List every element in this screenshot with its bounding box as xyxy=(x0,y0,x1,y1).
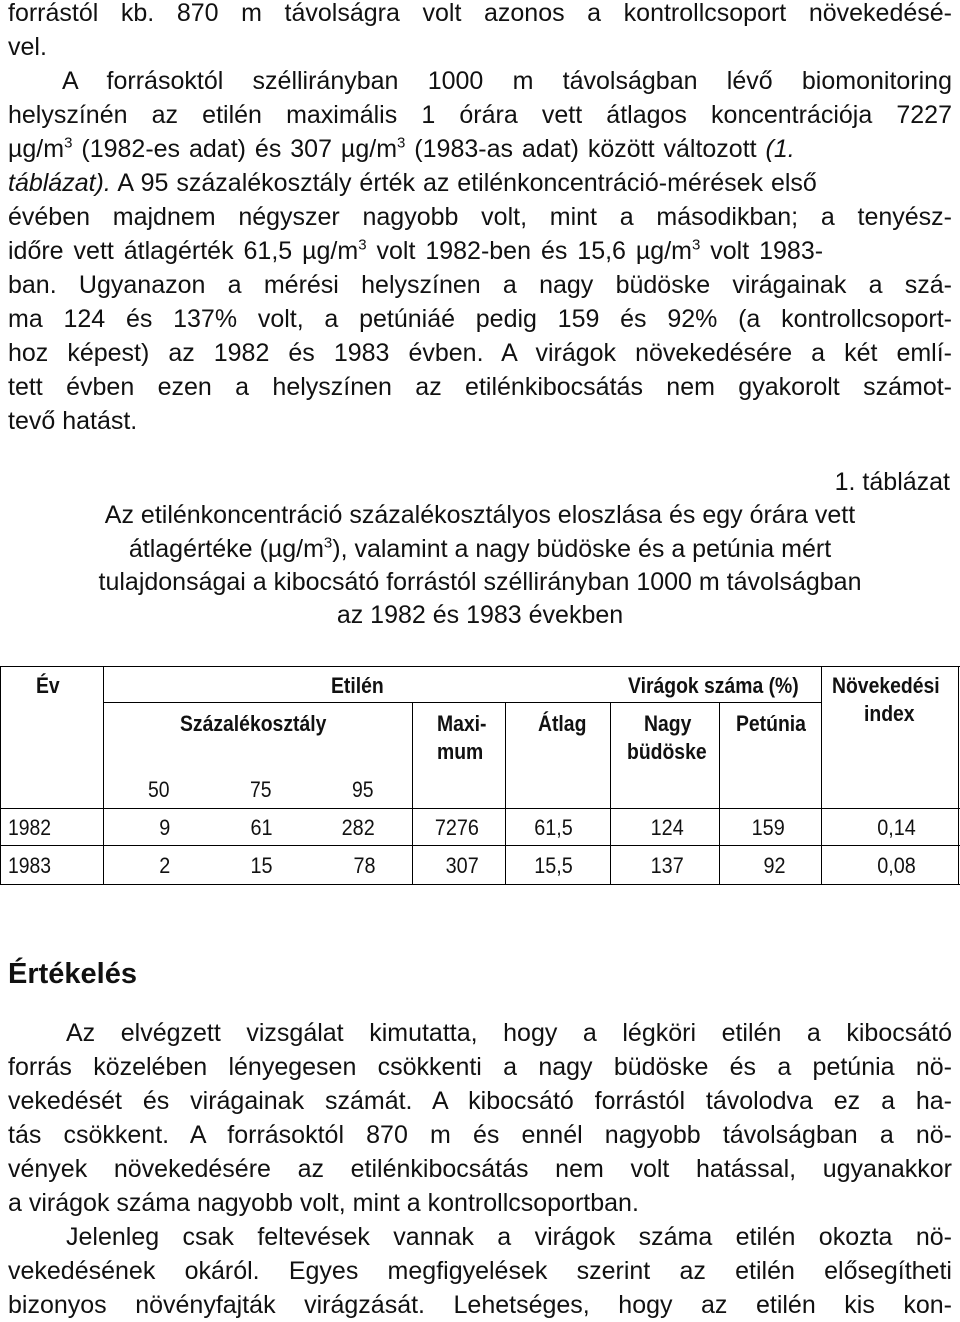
table-caption-line: Az etilénkoncentráció százalékosztályos eloszlása és egy órára vett xyxy=(104,501,856,529)
text-line: vekedését és virágainak számát. A kibocsátó forrástól távolodva ez a ha- xyxy=(8,1087,952,1115)
column-header-ethylene: Etilén xyxy=(331,673,384,698)
column-header-percentile: Százalékosztály xyxy=(180,711,327,736)
column-header-year: Év xyxy=(36,673,60,698)
column-header-average: Átlag xyxy=(538,711,587,736)
text-line: a virágok száma nagyobb volt, mint a kontrollcsoportban. xyxy=(8,1189,639,1217)
table-rule xyxy=(0,845,960,846)
text-line: tett évben ezen a helyszínen az etilénkibocsátás nem gyakorolt számot- xyxy=(8,373,952,401)
text-span: µg/m xyxy=(8,135,65,163)
table-number: 1. táblázat xyxy=(834,468,950,496)
text-line: Az elvégzett vizsgálat kimutatta, hogy a légköri etilén a kibocsátó xyxy=(66,1019,952,1047)
text-span: volt 1982-ben és 15,6 µg/m xyxy=(366,237,692,265)
table-caption-line: tulajdonságai a kibocsátó forrástól széllirányban 1000 m távolságban xyxy=(98,568,862,596)
text-line xyxy=(8,234,952,268)
column-header-p95: 95 xyxy=(352,777,374,802)
text-line: tevő hatást. xyxy=(8,407,138,435)
text-span: (1983-as adat) között változott xyxy=(405,135,766,163)
superscript: 3 xyxy=(323,534,333,552)
table-rule xyxy=(0,884,960,885)
text-line: forrástól kb. 870 m távolságra volt azonos a kontrollcsoport növekedésé- xyxy=(8,0,952,27)
column-header-maximum: mum xyxy=(437,739,484,764)
table-cell: 2 xyxy=(158,853,170,878)
table-cell: 7276 xyxy=(434,815,479,840)
column-header-p50: 50 xyxy=(148,777,170,802)
text-line: évében majdnem négyszer nagyobb volt, mint a másodikban; a tenyész- xyxy=(8,203,952,231)
table-cell: 61 xyxy=(249,815,272,840)
text-line: vekedésének okáról. Egyes megfigyelések szerint az etilén elősegítheti xyxy=(8,1257,952,1285)
table-cell: 0,08 xyxy=(877,853,916,878)
table-rule xyxy=(103,702,821,703)
section-heading: Értékelés xyxy=(8,958,137,990)
table-cell: 0,14 xyxy=(877,815,916,840)
table-cell: 15 xyxy=(249,853,272,878)
column-header-growth-index: index xyxy=(864,701,915,726)
column-header-petunia: Petúnia xyxy=(736,711,806,736)
text-span: volt 1983- xyxy=(700,237,824,265)
superscript: 3 xyxy=(397,134,406,152)
table-cell: 9 xyxy=(158,815,170,840)
table-rule xyxy=(412,702,413,884)
text-span: (1982-es adat) és 307 µg/m xyxy=(72,135,398,163)
text-line: Jelenleg csak feltevések vannak a virágok száma etilén okozta nö- xyxy=(66,1223,952,1251)
column-header-growth-index: Növekedési xyxy=(832,673,940,698)
table-rule xyxy=(610,702,611,884)
column-header-tagetes: Nagy xyxy=(644,711,692,736)
column-header-p75: 75 xyxy=(250,777,272,802)
text-line xyxy=(8,166,952,200)
text-span: A 95 százalékosztály érték az etilénkoncentráció-mérések első xyxy=(110,169,817,197)
table-caption-line: az 1982 és 1983 években xyxy=(336,601,624,629)
table-cell: 61,5 xyxy=(534,815,573,840)
column-header-maximum: Maxi- xyxy=(437,711,487,736)
text-line xyxy=(8,132,952,166)
table-rule xyxy=(958,666,959,884)
table-rule xyxy=(0,666,1,884)
text-line: hoz képest) az 1982 és 1983 évben. A virágok növekedésére a két emlí- xyxy=(8,339,952,367)
superscript: 3 xyxy=(64,134,73,152)
text-line: vel. xyxy=(8,33,47,61)
text-line: ban. Ugyanazon a mérési helyszínen a nagy büdöske virágainak a szá- xyxy=(8,271,952,299)
table-cell-year: 1982 xyxy=(8,815,52,840)
text-line: tás csökkent. A forrásoktól 870 m és ennél nagyobb távolságban a nö- xyxy=(8,1121,952,1149)
text-span: ), valamint a nagy büdöske és a petúnia mért xyxy=(332,535,832,563)
text-line: helyszínén az etilén maximális 1 órára vett átlagos koncentrációja 7227 xyxy=(8,101,952,129)
table-reference: (1. xyxy=(765,135,795,163)
superscript: 3 xyxy=(358,236,367,254)
table-rule xyxy=(0,666,960,667)
text-line: A forrásoktól széllirányban 1000 m távolságban lévő biomonitoring xyxy=(62,67,952,95)
table-rule xyxy=(505,702,506,884)
text-line: vények növekedésére az etilénkibocsátás nem volt hatással, ugyanakkor xyxy=(8,1155,952,1183)
text-span: időre vett átlagérték 61,5 µg/m xyxy=(8,237,359,265)
table-rule xyxy=(0,808,960,809)
table-caption-line xyxy=(0,533,960,565)
table-cell: 282 xyxy=(341,815,375,840)
table-rule xyxy=(821,666,822,884)
table-rule xyxy=(103,666,104,884)
superscript: 3 xyxy=(691,236,701,254)
text-line: ma 124 és 137% volt, a petúniáé pedig 159 és 92% (a kontrollcsoport- xyxy=(8,305,952,333)
table-cell: 159 xyxy=(751,815,785,840)
table-cell: 307 xyxy=(445,853,479,878)
table-cell: 124 xyxy=(650,815,684,840)
table-cell: 15,5 xyxy=(534,853,573,878)
column-header-tagetes: büdöske xyxy=(627,739,707,764)
text-line: forrás közelében lényegesen csökkenti a nagy büdöske és a petúnia nö- xyxy=(8,1053,952,1081)
table-rule xyxy=(719,702,720,884)
text-span: átlagértéke (µg/m xyxy=(128,535,324,563)
text-line: bizonyos növényfajták virágzását. Lehetséges, hogy az etilén kis kon- xyxy=(8,1291,952,1319)
table-cell: 137 xyxy=(650,853,684,878)
table-cell-year: 1983 xyxy=(8,853,52,878)
table-cell: 78 xyxy=(352,853,375,878)
column-header-flowers: Virágok száma (%) xyxy=(628,673,799,698)
table-cell: 92 xyxy=(762,853,785,878)
table-reference: táblázat). xyxy=(8,169,111,197)
